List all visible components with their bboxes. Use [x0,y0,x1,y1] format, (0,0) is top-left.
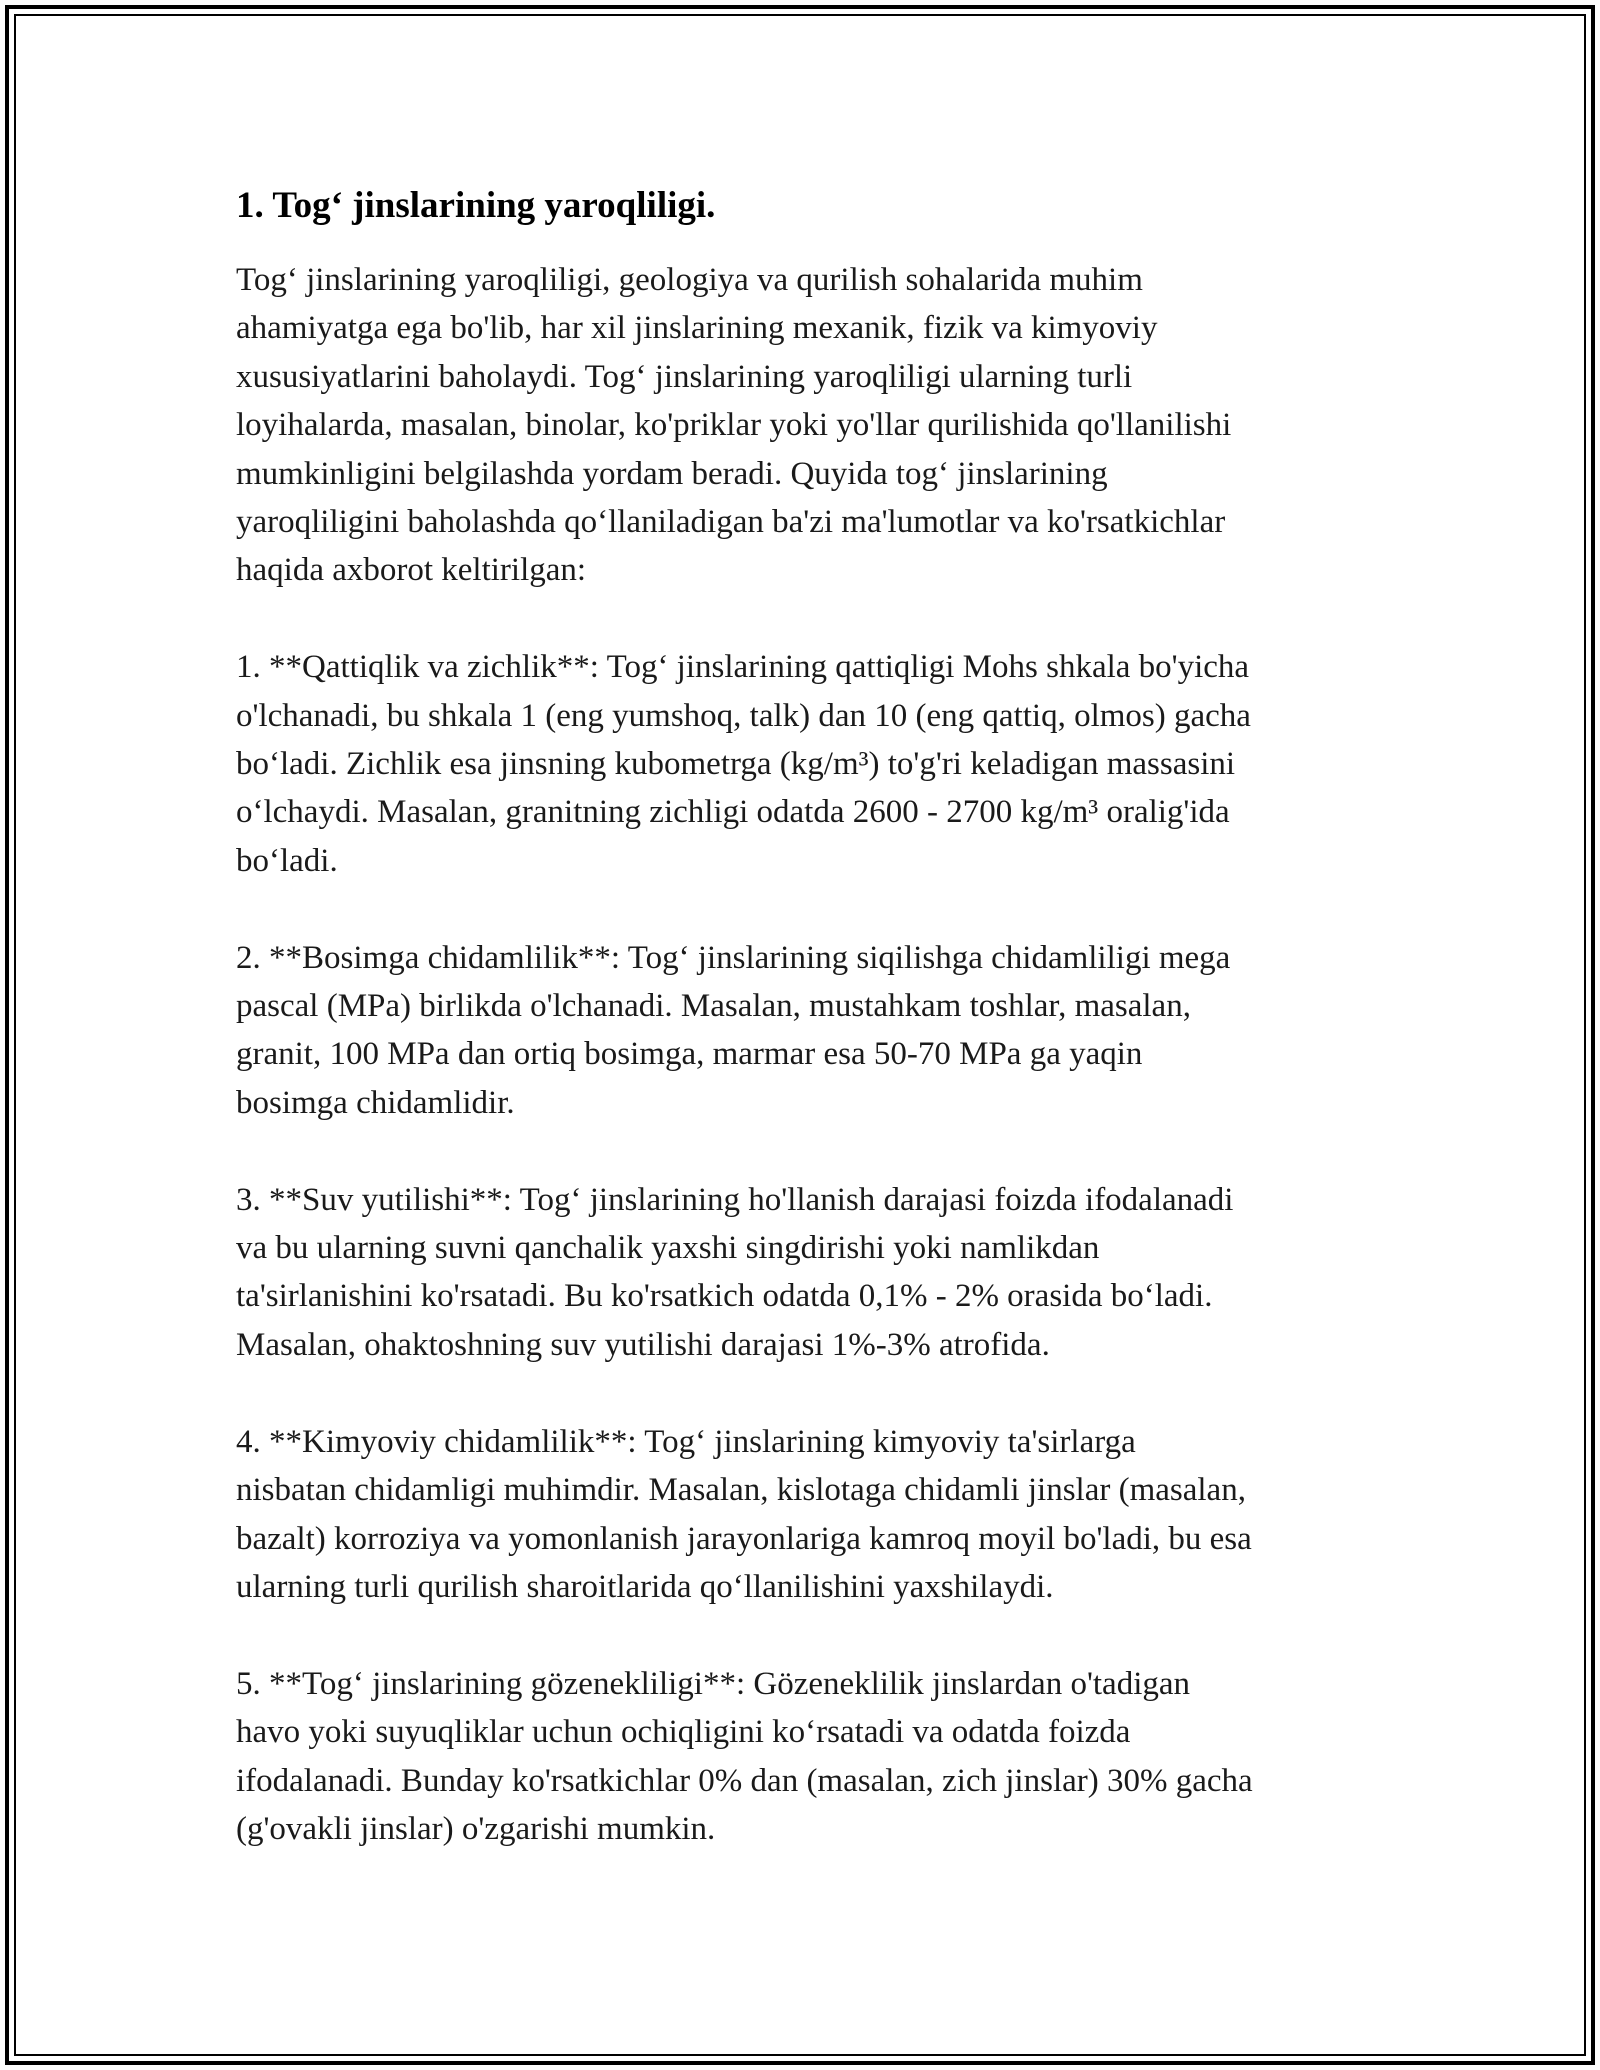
paragraph-hardness-density: 1. **Qattiqlik va zichlik**: Tog‘ jinslarining qattiqligi Mohs shkala bo'yicha o'lchanadi, bu shkala 1 (eng yumshoq, talk) dan 10 (eng qattiq, olmos) gacha bo‘ladi. Zichlik esa jinsning kubometrga (kg/m³) to'g'ri keladigan massasini o‘lchaydi. Masalan, granitning zichligi odatda 2600 - 2700 kg/m³ oralig'ida bo‘ladi. [236,649,1251,879]
paragraph-water-absorption: 3. **Suv yutilishi**: Tog‘ jinslarining ho'llanish darajasi foizda ifodalanadi va bu ularning suvni qanchalik yaxshi singdirishi yoki namlikdan ta'sirlanishini ko'rsatadi. Bu ko'rsatkich odatda 0,1% - 2% orasida bo‘ladi. Masalan, ohaktoshning suv yutilishi darajasi 1%-3% atrofida. [236,1181,1234,1363]
paragraph-pressure-resistance: 2. **Bosimga chidamlilik**: Tog‘ jinslarining siqilishga chidamliligi mega pascal (MPa) birlikda o'lchanadi. Masalan, mustahkam toshlar, masalan, granit, 100 MPa dan ortiq bosimga, marmar esa 50-70 MPa ga yaqin bosimga chidamlidir. [236,939,1231,1121]
document-title: 1. Tog‘ jinslarining yaroqliligi. [236,185,716,226]
paragraph-porosity: 5. **Tog‘ jinslarining gözenekliligi**: Gözeneklilik jinslardan o'tadigan havo yoki suyuqliklar uchun ochiqligini ko‘rsatadi va odatda foizda ifodalanadi. Bunday ko'rsatkichlar 0% dan (masalan, zich jinslar) 30% gacha (g'ovakli jinslar) o'zgarishi mumkin. [236,1665,1253,1847]
paragraph-chemical-resistance: 4. **Kimyoviy chidamlilik**: Tog‘ jinslarining kimyoviy ta'sirlarga nisbatan chidamligi muhimdir. Masalan, kislotaga chidamli jinslar (masalan, bazalt) korroziya va yomonlanish jarayonlariga kamroq moyil bo'ladi, bu esa ularning turli qurilish sharoitlarida qo‘llanilishini yaxshilaydi. [236,1423,1252,1605]
document-body [236,180,1396,1853]
intro-paragraph: Tog‘ jinslarining yaroqliligi, geologiya va qurilish sohalarida muhim ahamiyatga ega bo'lib, har xil jinslarining mexanik, fizik va kimyoviy xususiyatlarini baholaydi. Tog‘ jinslarining yaroqliligi ularning turli loyihalarda, masalan, binolar, ko'priklar yoki yo'llar qurilishida qo'llanilishi mumkinligini belgilashda yordam beradi. Quyida tog‘ jinslarining yaroqliligini baholashda qo‘llaniladigan ba'zi ma'lumotlar va ko'rsatkichlar haqida axborot keltirilgan: [236,262,1232,589]
